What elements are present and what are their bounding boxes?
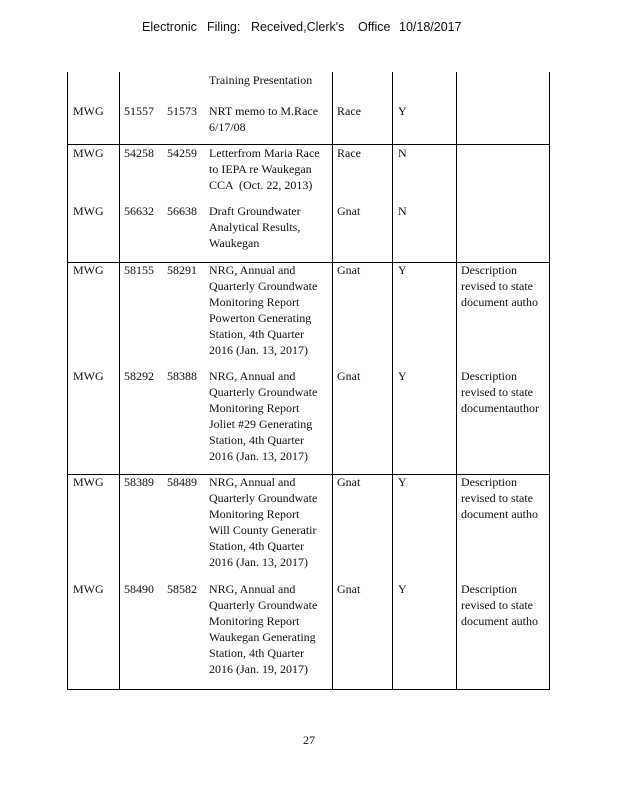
table-cell-party: MWG	[73, 475, 104, 489]
table-cell-end-bates: 58291	[167, 263, 197, 277]
table-cell-description: Training Presentation	[209, 73, 313, 87]
table-border-left	[67, 72, 68, 689]
table-cell-begin-bates: 58292	[124, 369, 154, 383]
table-cell-description: NRG, Annual and Quarterly Groundwate Monitoring Report Powerton Generating Station, 4th Quarter 2016 (Jan. 13, 2017)	[209, 263, 318, 357]
table-cell-notes: Description revised to state documentauthor	[461, 369, 539, 415]
table-cell-party: MWG	[73, 104, 104, 118]
table-cell-party: MWG	[73, 204, 104, 218]
header-office: Office	[358, 20, 391, 34]
page-number: 27	[303, 733, 315, 747]
table-cell-author: Gnat	[337, 582, 361, 596]
table-cell-end-bates: 58489	[167, 475, 197, 489]
table-cell-party: MWG	[73, 146, 104, 160]
table-cell-flag: Y	[398, 582, 407, 596]
header-received: Received,Clerk's	[251, 20, 345, 34]
table-cell-end-bates: 58582	[167, 582, 197, 596]
table-border-bottom	[67, 689, 550, 690]
table-cell-end-bates: 58388	[167, 369, 197, 383]
table-cell-end-bates: 54259	[167, 146, 197, 160]
table-cell-begin-bates: 58490	[124, 582, 154, 596]
table-cell-notes: Description revised to state document autho	[461, 263, 538, 309]
table-cell-flag: Y	[398, 104, 407, 118]
table-cell-author: Gnat	[337, 475, 361, 489]
table-cell-begin-bates: 58155	[124, 263, 154, 277]
table-cell-flag: N	[398, 204, 407, 218]
table-column-divider	[332, 72, 333, 689]
table-cell-description: NRT memo to M.Race 6/17/08	[209, 104, 319, 134]
table-cell-party: MWG	[73, 263, 104, 277]
table-cell-description: NRG, Annual and Quarterly Groundwate Monitoring Report Joliet #29 Generating Station, 4th Quarter 2016 (Jan. 13, 2017)	[209, 369, 318, 463]
table-cell-party: MWG	[73, 369, 104, 383]
table-cell-notes: Description revised to state document autho	[461, 475, 538, 521]
header-date: 10/18/2017	[399, 20, 462, 34]
table-column-divider	[456, 72, 457, 689]
table-cell-description: NRG, Annual and Quarterly Groundwate Monitoring Report Waukegan Generating Station, 4th Quarter 2016 (Jan. 19, 2017)	[209, 582, 318, 676]
table-cell-flag: Y	[398, 475, 407, 489]
header-electronic: Electronic	[142, 20, 197, 34]
table-cell-notes: Description revised to state document autho	[461, 582, 538, 628]
table-cell-author: Gnat	[337, 263, 361, 277]
table-cell-author: Gnat	[337, 204, 361, 218]
table-cell-description: NRG, Annual and Quarterly Groundwate Monitoring Report Will County Generatir Station, 4th Quarter 2016 (Jan. 13, 2017)	[209, 475, 318, 569]
table-cell-party: MWG	[73, 582, 104, 596]
table-cell-begin-bates: 51557	[124, 104, 154, 118]
header-filing: Filing:	[207, 20, 241, 34]
table-column-divider	[392, 72, 393, 689]
table-cell-author: Race	[337, 104, 361, 118]
table-border-right	[549, 72, 550, 689]
table-cell-begin-bates: 58389	[124, 475, 154, 489]
table-cell-flag: Y	[398, 369, 407, 383]
table-cell-description: Draft Groundwater Analytical Results, Waukegan	[209, 204, 301, 250]
table-cell-begin-bates: 56632	[124, 204, 154, 218]
table-cell-flag: Y	[398, 263, 407, 277]
table-cell-flag: N	[398, 146, 407, 160]
table-cell-end-bates: 56638	[167, 204, 197, 218]
table-cell-author: Gnat	[337, 369, 361, 383]
table-cell-end-bates: 51573	[167, 104, 197, 118]
table-cell-description: Letterfrom Maria Race to IEPA re Waukegan CCA (Oct. 22, 2013)	[209, 146, 320, 192]
table-cell-begin-bates: 54258	[124, 146, 154, 160]
table-cell-author: Race	[337, 146, 361, 160]
